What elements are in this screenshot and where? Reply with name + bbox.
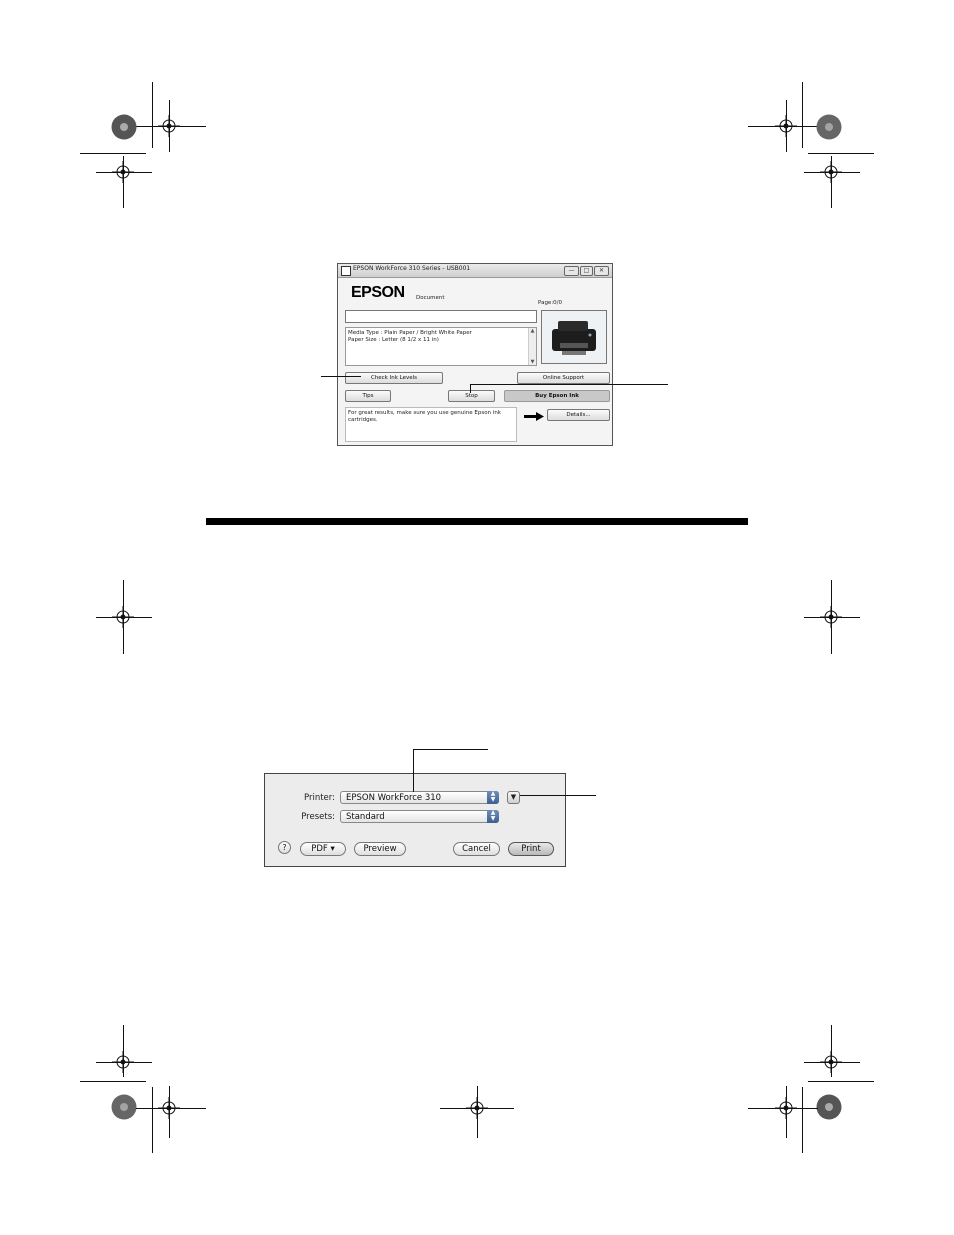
online-support-button[interactable]: Online Support [517, 372, 610, 384]
disclosure-triangle-button[interactable]: ▼ [507, 791, 520, 804]
window-title: EPSON WorkForce 310 Series - USB001 [353, 265, 471, 272]
registration-mark-icon [775, 115, 797, 137]
document-progress-field [345, 310, 537, 323]
tip-message-box [345, 407, 517, 442]
print-button[interactable]: Print [508, 842, 554, 856]
registration-mark-icon [775, 1097, 797, 1119]
registration-mark-icon [820, 1051, 842, 1073]
printer-label: Printer: [304, 793, 335, 803]
tip-text-line-1: For great results, make sure you use genuine Epson ink [348, 410, 501, 416]
details-button[interactable]: Details... [547, 409, 610, 421]
color-wheel-icon [816, 114, 842, 140]
media-type-text: Media Type : Plain Paper / Bright White Paper [348, 330, 472, 336]
title-bar[interactable] [338, 264, 612, 278]
printer-image-icon [542, 311, 606, 363]
printer-popup[interactable] [340, 791, 499, 804]
mac-print-dialog [264, 773, 566, 867]
arrow-right-icon [524, 412, 544, 421]
scroll-up-icon[interactable]: ▲ [530, 328, 535, 334]
page-counter: Page:0/0 [538, 300, 563, 306]
help-button[interactable]: ? [278, 841, 291, 854]
info-scrollbar[interactable] [528, 328, 536, 365]
section-divider [206, 518, 748, 525]
registration-mark-icon [112, 606, 134, 628]
registration-mark-icon [466, 1097, 488, 1119]
printer-icon [341, 266, 351, 276]
buy-epson-ink-button[interactable]: Buy Epson Ink [504, 390, 610, 402]
stop-button[interactable]: Stop [448, 390, 495, 402]
color-wheel-icon [816, 1094, 842, 1120]
pdf-button[interactable]: PDF ▾ [300, 842, 346, 856]
printer-preview-image [541, 310, 607, 364]
minimize-button[interactable]: — [564, 266, 579, 276]
check-ink-levels-button[interactable]: Check Ink Levels [345, 372, 443, 384]
tips-button[interactable]: Tips [345, 390, 391, 402]
maximize-button[interactable]: □ [580, 266, 593, 276]
epson-status-window [337, 263, 613, 446]
epson-logo: EPSON [351, 284, 405, 301]
color-wheel-icon [111, 114, 137, 140]
registration-mark-icon [112, 161, 134, 183]
cancel-button[interactable]: Cancel [453, 842, 500, 856]
preview-button[interactable]: Preview [354, 842, 406, 856]
media-info-box [345, 327, 537, 366]
document-label: Document [416, 295, 445, 301]
close-button[interactable]: ✕ [594, 266, 609, 276]
popup-arrows-icon: ▲ ▼ [487, 810, 499, 823]
registration-mark-icon [158, 115, 180, 137]
scroll-down-icon[interactable]: ▼ [530, 359, 535, 365]
paper-size-text: Paper Size : Letter (8 1/2 x 11 in) [348, 337, 439, 343]
popup-arrows-icon: ▲ ▼ [487, 791, 499, 804]
registration-mark-icon [820, 161, 842, 183]
printer-value: EPSON WorkForce 310 [346, 793, 442, 803]
presets-popup[interactable] [340, 810, 499, 823]
registration-mark-icon [112, 1051, 134, 1073]
presets-value: Standard [346, 812, 385, 822]
tip-text-line-2: cartridges. [348, 417, 378, 423]
color-wheel-icon [111, 1094, 137, 1120]
presets-label: Presets: [301, 812, 335, 822]
registration-mark-icon [820, 606, 842, 628]
registration-mark-icon [158, 1097, 180, 1119]
